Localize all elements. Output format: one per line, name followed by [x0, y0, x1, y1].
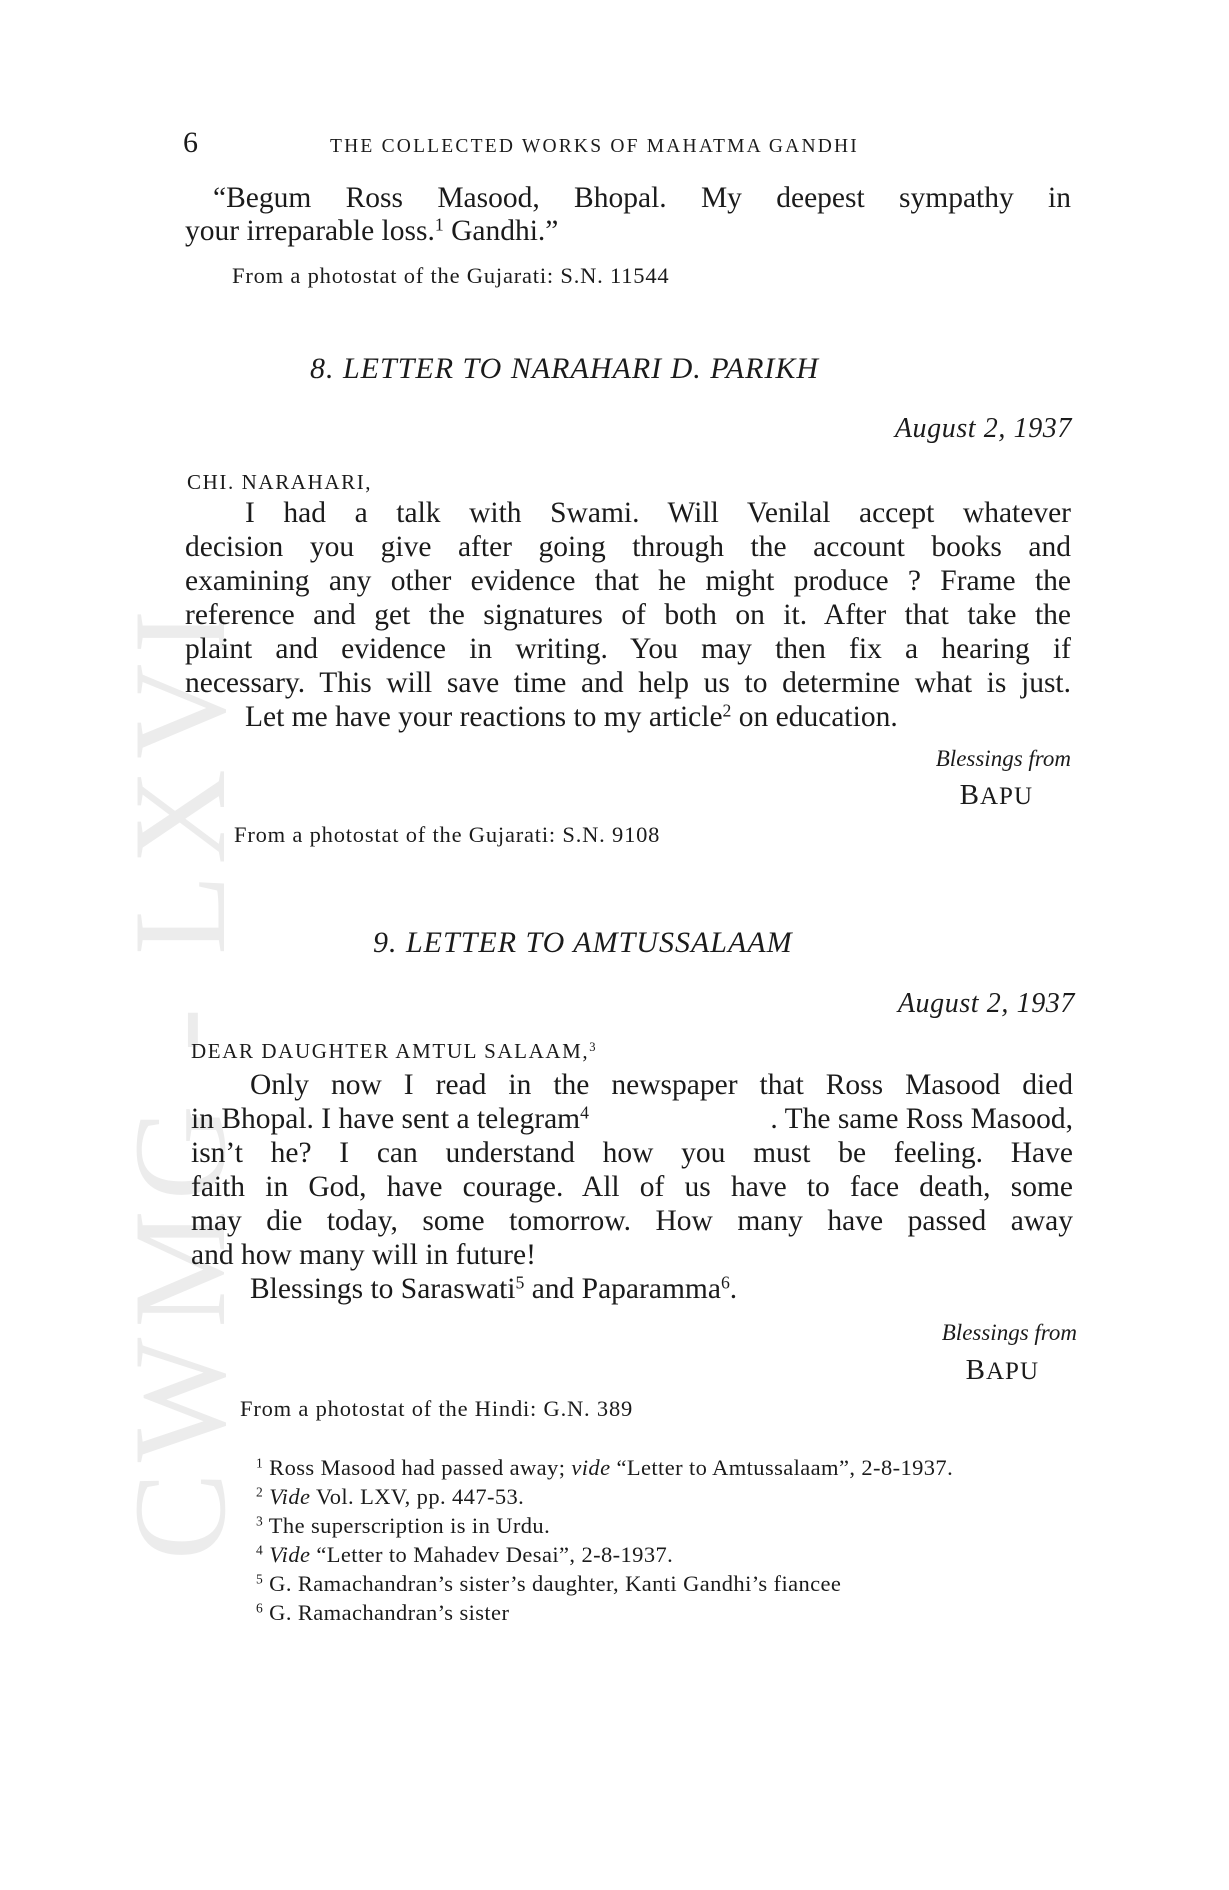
telegram-line-1: “Begum Ross Masood, Bhopal. My deepest sympathy in [213, 182, 1071, 214]
footnote-5: $^5$ G. Ramachandran’s sister’s daughter, Kanti Gandhi’s fiancee [256, 1571, 842, 1596]
footnote-ref-5: 5 [515, 1272, 525, 1293]
item-9-last-line: Blessings to Saraswati$^5$ and Paparamma$^6$. [250, 1272, 738, 1305]
footnote-ref-1: 1 [434, 214, 444, 235]
footnote-ref-4: 4 [580, 1102, 589, 1123]
footnote-ref-3: 3 [589, 1040, 598, 1055]
running-head: THE COLLECTED WORKS OF MAHATMA GANDHI [330, 136, 859, 157]
item-9-line: faith in God, have courage. All of us have to face death, some [191, 1171, 1073, 1203]
source-note-item-9: From a photostat of the Hindi: G.N. 389 [240, 1396, 634, 1421]
item-9-line: may die today, some tomorrow. How many have passed away [191, 1205, 1073, 1237]
item-8-line: necessary. This will save time and help us to determine what is just. [185, 667, 1071, 699]
item-8-line: plaint and evidence in writing. You may then fix a hearing if [185, 633, 1071, 665]
footnote-ref-6: 6 [720, 1272, 730, 1293]
item-8-line: examining any other evidence that he might produce ? Frame the [185, 565, 1071, 597]
source-note-prev: From a photostat of the Gujarati: S.N. 11544 [232, 263, 670, 288]
item-8-signature: BAPU [959, 779, 1033, 811]
footnote-3: $^3$ The superscription is in Urdu. [256, 1513, 551, 1538]
footnote-6: $^6$ G. Ramachandran’s sister [256, 1600, 510, 1625]
footnote-1: $^1$ Ross Masood had passed away; vide “Letter to Amtussalaam”, 2-8-1937. [256, 1455, 954, 1480]
watermark: CWMG - LXVI [106, 599, 253, 1561]
item-8-last-line: Let me have your reactions to my article$^2$ on education. [245, 700, 898, 733]
item-9-line-1: Only now I read in the newspaper that Ross Masood died [250, 1069, 1073, 1101]
item-9-closing: Blessings from [941, 1320, 1077, 1345]
item-9-signature: BAPU [965, 1354, 1039, 1386]
item-9-line-2: in Bhopal. I have sent a telegram$^4$ . The same Ross Masood, [191, 1102, 1073, 1135]
footnote-4: $^4$ Vide “Letter to Mahadev Desai”, 2-8-1937. [256, 1542, 674, 1567]
item-8-salutation: CHI. NARAHARI, [187, 470, 373, 494]
item-8-line: reference and get the signatures of both on it. After that take the [185, 599, 1071, 631]
item-9-date: August 2, 1937 [897, 988, 1075, 1019]
item-8-line: I had a talk with Swami. Will Venilal accept whatever [245, 497, 1071, 529]
item-8-date: August 2, 1937 [894, 413, 1072, 444]
item-8-line: decision you give after going through the account books and [185, 531, 1071, 563]
page-number: 6 [183, 126, 198, 159]
item-8-title: 8. LETTER TO NARAHARI D. PARIKH [310, 352, 820, 385]
footnote-2: $^2$ Vide Vol. LXV, pp. 447-53. [256, 1484, 525, 1509]
item-9-line: isn’t he? I can understand how you must be feeling. Have [191, 1137, 1073, 1169]
item-9-title: 9. LETTER TO AMTUSSALAAM [373, 926, 793, 959]
telegram-line-2: your irreparable loss.$^1$ Gandhi.” [185, 214, 559, 247]
item-9-line: and how many will in future! [191, 1239, 536, 1271]
item-9-salutation: DEAR DAUGHTER AMTUL SALAAM,$^3$ [191, 1039, 598, 1063]
footnote-ref-2: 2 [722, 700, 732, 721]
item-8-closing: Blessings from [935, 746, 1071, 771]
source-note-item-8: From a photostat of the Gujarati: S.N. 9108 [234, 822, 661, 847]
